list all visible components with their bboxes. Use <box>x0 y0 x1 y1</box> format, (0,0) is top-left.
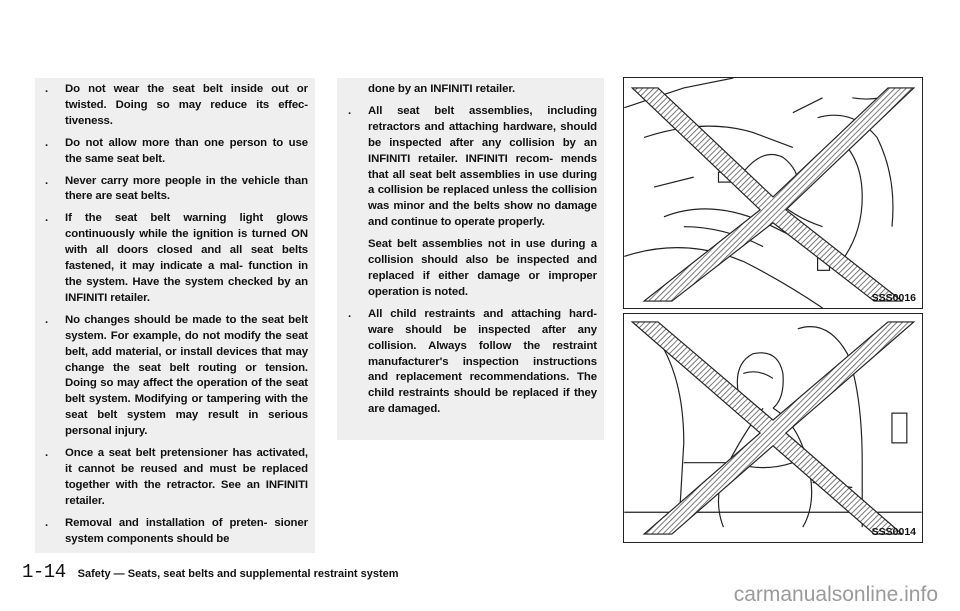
bullet-text: All seat belt assemblies, including retractors and attaching hardware, should be inspected after any collision by an INFINITI retailer. INFINITI recom- mends that all seat belt assemblies in use during a collision be replaced unless the collision was minor and the belts show no damage and continue to operate properly. <box>368 104 597 229</box>
bullet-item <box>42 136 308 168</box>
figure-illustration <box>624 314 922 542</box>
bullet-item <box>42 446 308 510</box>
figure-illustration <box>624 78 922 308</box>
middle-column <box>345 82 597 424</box>
bullet-item <box>42 82 308 130</box>
bullet-text: Do not wear the seat belt inside out or twisted. Doing so may reduce its effec- tiveness. <box>65 83 308 127</box>
bullet-text: Never carry more people in the vehicle than there are seat belts. <box>65 174 308 203</box>
bullet-item <box>42 174 308 206</box>
bullet-item <box>345 307 597 418</box>
bullet-text: No changes should be made to the seat belt system. For example, do not modify the seat belt, add material, or install devices that may change the seat belt routing or tension. Doing so may affect the operation of the seat belt system. Modifying or tampering with the seat belt system may result in serious personal injury. <box>65 313 308 438</box>
section-title: Safety — Seats, seat belts and supplemental restraint system <box>77 568 399 580</box>
bullet-text: If the seat belt warning light glows continuously while the ignition is turned ON with all doors closed and all seat belts fastened, it may indicate a mal- function in the system. Have the system checked by an INFINITI retailer. <box>65 212 308 304</box>
bullet-text: All child restraints and attaching hard- ware should be inspected after any collision. Always follow the restraint manufacturer's inspection instructions and replacement recommendations. The child restraints should be replaced if they are damaged. <box>368 307 597 416</box>
bullet-text: Do not allow more than one person to use the same seat belt. <box>65 136 308 165</box>
bullet-symbol: . <box>45 136 49 149</box>
bullet-item <box>42 516 308 548</box>
bullet-symbol: . <box>45 516 49 529</box>
bullet-symbol: . <box>45 212 49 225</box>
figure-seatbelt-incorrect-adult <box>623 77 923 309</box>
bullet-item <box>42 313 308 440</box>
bullet-text: Removal and installation of preten- sioner system components should be <box>65 516 308 545</box>
bullet-symbol: . <box>45 313 49 326</box>
watermark: carmanualsonline.info <box>733 583 938 606</box>
bullet-symbol: . <box>45 83 49 95</box>
bullet-item <box>345 104 597 231</box>
left-column <box>42 82 308 553</box>
page-footer <box>22 561 399 583</box>
bullet-symbol: . <box>348 307 352 320</box>
bullet-text: Once a seat belt pretensioner has activated, it cannot be reused and must be replaced together with the retractor. See an INFINITI retailer. <box>65 447 308 507</box>
page-number: 1-14 <box>22 561 66 583</box>
bullet-item <box>42 211 308 306</box>
bullet-symbol: . <box>45 174 49 187</box>
continued-text: done by an INFINITI retailer. <box>368 83 516 95</box>
figure-code: SSS0016 <box>871 292 916 304</box>
bullet-symbol: . <box>45 447 49 460</box>
bullet-symbol: . <box>348 104 352 117</box>
figure-code: SSS0014 <box>871 526 916 538</box>
figure-seatbelt-incorrect-pregnant <box>623 313 923 543</box>
indented-paragraph: Seat belt assemblies not in use during a collision should also be inspected and replaced if either damage or improper operation is noted. <box>368 238 597 298</box>
